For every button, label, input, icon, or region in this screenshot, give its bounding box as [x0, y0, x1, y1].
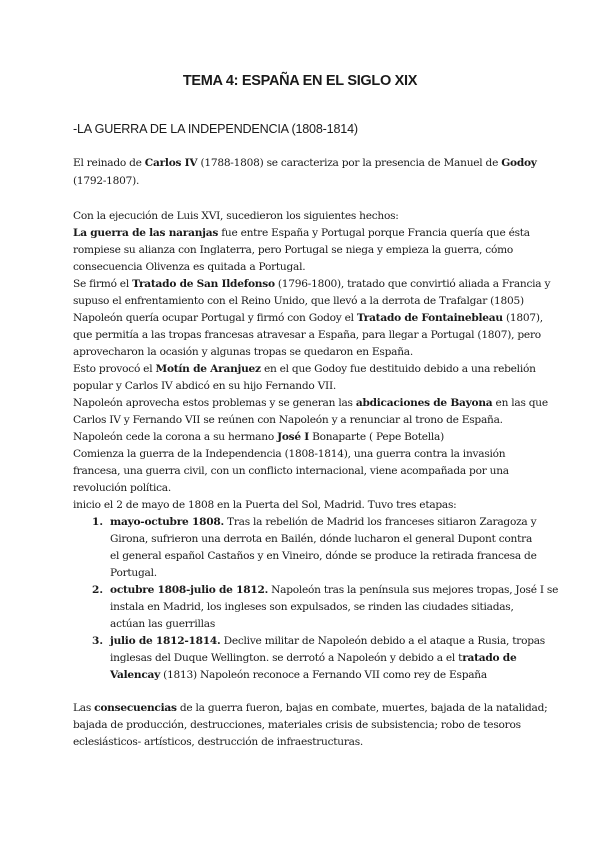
paragraph-line: bajada de producción, destrucciones, materiales crisis de subsistencia; robo de tesoros: [73, 719, 521, 731]
paragraph-line: Comienza la guerra de la Independencia (1808-1814), una guerra contra la invasión: [73, 448, 506, 460]
paragraph-line: rompiese su alianza con Inglaterra, pero Portugal se niega y empieza la guerra, cómo: [73, 244, 514, 256]
paragraph-line: Napoleón quería ocupar Portugal y firmó con Godoy el Tratado de Fontainebleau (1807),: [73, 312, 543, 324]
paragraph-line: aprovecharon la ocasión y algunas tropas se quedaron en España.: [73, 346, 413, 358]
list-number: 2.: [92, 584, 104, 596]
paragraph-line: supuso el enfrentamiento con el Reino Unido, que llevó a la derrota de Trafalgar (1805): [73, 295, 524, 307]
list-item-line: octubre 1808-julio de 1812. Napoleón tras la península sus mejores tropas, José I se: [110, 584, 559, 596]
paragraph-line: Napoleón cede la corona a su hermano José I Bonaparte ( Pepe Botella): [73, 431, 444, 443]
list-item-line: Portugal.: [110, 567, 157, 579]
paragraph-line: La guerra de las naranjas fue entre España y Portugal porque Francia quería que ésta: [73, 227, 530, 239]
list-item-line: mayo-octubre 1808. Tras la rebelión de Madrid los franceses sitiaron Zaragoza y: [110, 516, 537, 528]
paragraph-line: Carlos IV y Fernando VII se reúnen con Napoleón y a renunciar al trono de España.: [73, 414, 503, 426]
list-item-line: inglesas del Duque Wellington. se derrotó a Napoleón y debido a el tratado de: [110, 652, 517, 664]
list-item-line: el general español Castaños y en Vineiro, dónde se produce la retirada francesa de: [110, 550, 537, 562]
list-item-line: Girona, sufrieron una derrota en Bailén, dónde lucharon el general Dupont contra: [110, 533, 533, 545]
paragraph-line: El reinado de Carlos IV (1788-1808) se caracteriza por la presencia de Manuel de Godoy: [73, 157, 537, 169]
list-number: 3.: [92, 635, 104, 647]
list-item-line: actúan las guerrillas: [110, 618, 216, 630]
section-heading: -LA GUERRA DE LA INDEPENDENCIA (1808-1814): [73, 122, 358, 136]
paragraph-line: que permitía a las tropas francesas atravesar a España, para llegar a Portugal (1807), pero: [73, 329, 541, 341]
paragraph-line: Napoleón aprovecha estos problemas y se generan las abdicaciones de Bayona en las que: [73, 397, 548, 409]
paragraph-line: (1792-1807).: [73, 175, 140, 187]
list-item-line: Valencay (1813) Napoleón reconoce a Fernando VII como rey de España: [110, 669, 487, 681]
paragraph-line: eclesiásticos- artísticos, destrucción de infraestructuras.: [73, 736, 364, 748]
list-item-line: instala en Madrid, los ingleses son expulsados, se rinden las ciudades sitiadas,: [110, 601, 514, 613]
paragraph-line: Las consecuencias de la guerra fueron, bajas en combate, muertes, bajada de la natalidad;: [73, 702, 548, 714]
document-title: TEMA 4: ESPAÑA EN EL SIGLO XIX: [182, 73, 418, 89]
paragraph-line: Esto provocó el Motín de Aranjuez en el que Godoy fue destituido debido a una rebelión: [73, 363, 536, 375]
paragraph-line: popular y Carlos IV abdicó en su hijo Fernando VII.: [73, 380, 337, 392]
paragraph-line: revolución política.: [73, 482, 171, 494]
paragraph-line: francesa, una guerra civil, con un conflicto internacional, viene acompañada por una: [73, 465, 509, 477]
paragraph-line: Con la ejecución de Luis XVI, sucedieron los siguientes hechos:: [73, 210, 399, 222]
list-item-line: julio de 1812-1814. Declive militar de Napoleón debido a el ataque a Rusia, tropas: [110, 635, 545, 647]
paragraph-line: consecuencia Olivenza es quitada a Portugal.: [73, 261, 306, 273]
paragraph-line: inicio el 2 de mayo de 1808 en la Puerta del Sol, Madrid. Tuvo tres etapas:: [73, 499, 457, 511]
paragraph-line: Se firmó el Tratado de San Ildefonso (1796-1800), tratado que convirtió aliada a Francia y: [73, 278, 551, 290]
list-number: 1.: [92, 516, 104, 528]
